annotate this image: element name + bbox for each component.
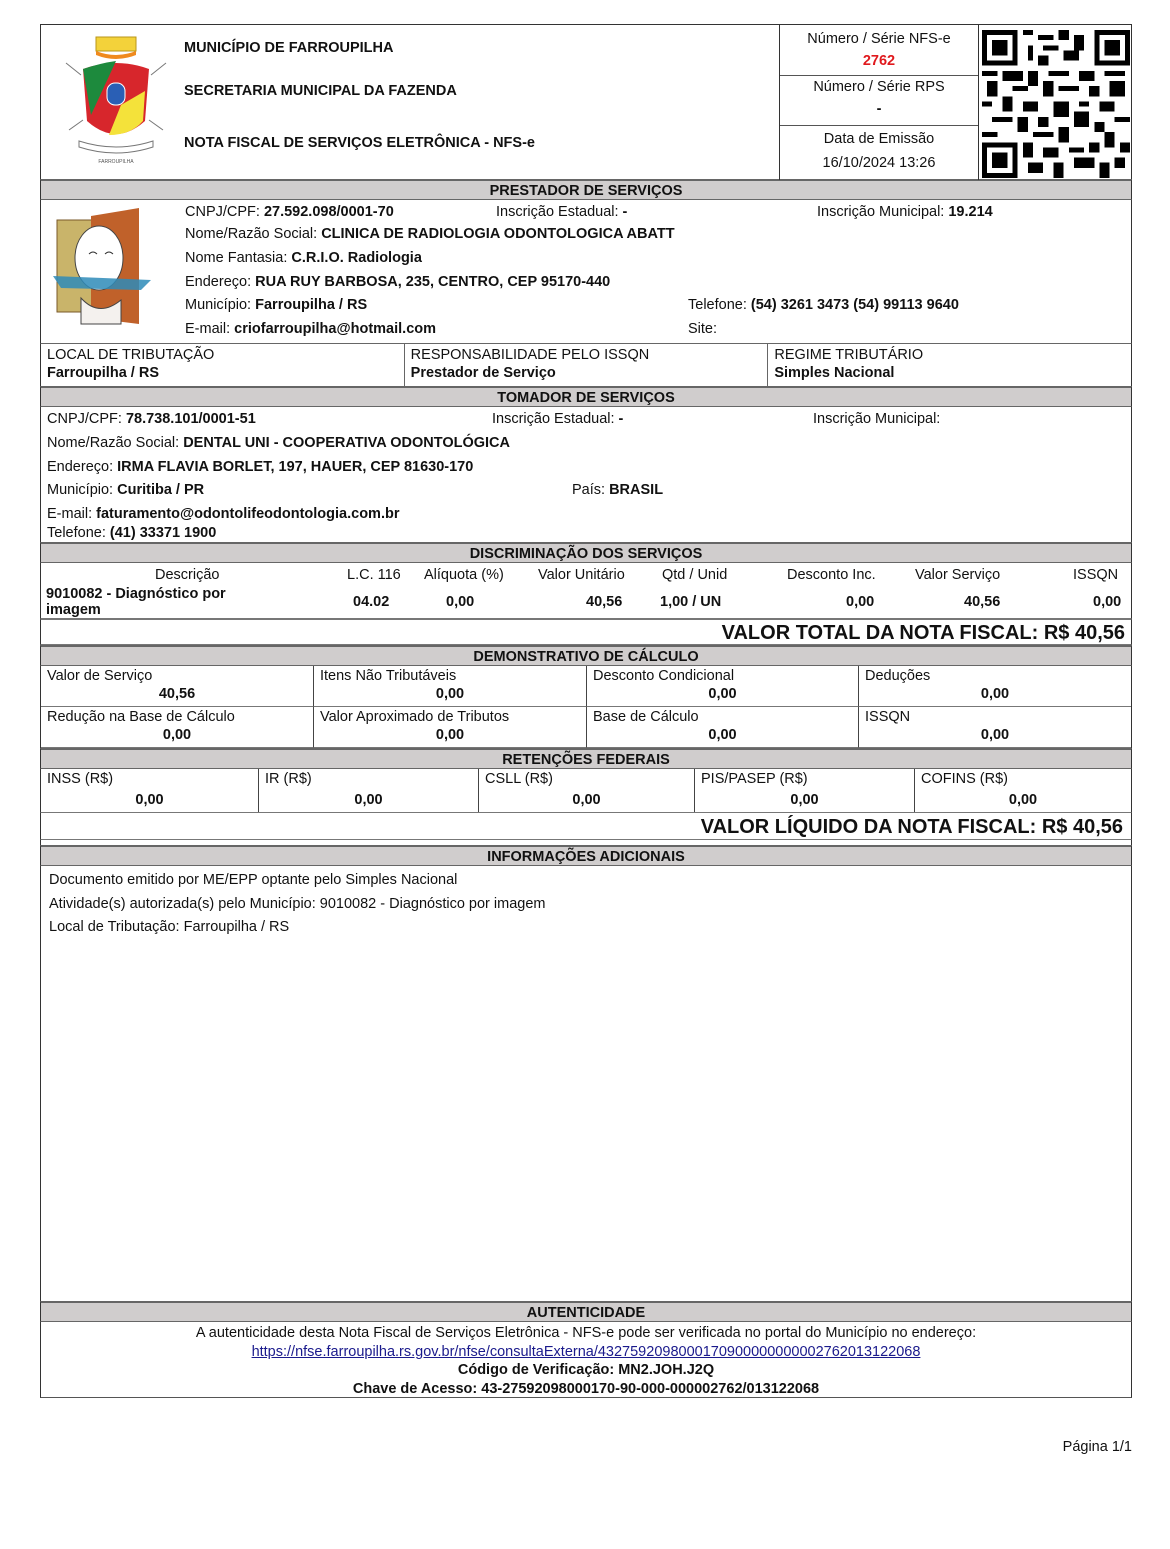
section-header-tomador: TOMADOR DE SERVIÇOS	[40, 386, 1132, 407]
tomador-phone: Telefone: (41) 33371 1900	[47, 525, 217, 541]
col-descricao: Descrição	[155, 567, 220, 583]
col-desconto: Desconto Inc.	[787, 567, 876, 583]
qr-code-icon[interactable]	[982, 30, 1130, 178]
net-value-bar	[40, 812, 1132, 840]
secretariat-name: SECRETARIA MUNICIPAL DA FAZENDA	[184, 83, 457, 99]
section-header-auth: AUTENTICIDADE	[40, 1301, 1132, 1322]
tomador-address: Endereço: IRMA FLAVIA BORLET, 197, HAUER, CEP 81630-170	[47, 459, 474, 475]
tax-info-row	[40, 343, 1132, 386]
tomador-name: Nome/Razão Social: DENTAL UNI - COOPERATIVA ODONTOLÓGICA	[47, 435, 510, 451]
prestador-fantasy-name: Nome Fantasia: C.R.I.O. Radiologia	[185, 250, 422, 266]
responsabilidade-issqn: RESPONSABILIDADE PELO ISSQN Prestador de Serviço	[405, 344, 769, 386]
service-lc116: 04.02	[353, 594, 390, 610]
calc-itens-nao-tributaveis: Itens Não Tributáveis 0,00	[314, 666, 587, 707]
section-header-prestador: PRESTADOR DE SERVIÇOS	[40, 179, 1132, 200]
col-qtd-unid: Qtd / Unid	[662, 567, 728, 583]
tomador-country: País: BRASIL	[572, 482, 664, 498]
nfse-number: 2762	[862, 53, 896, 69]
prestador-phone: Telefone: (54) 3261 3473 (54) 99113 9640	[688, 297, 959, 313]
ret-ir: IR (R$) 0,00	[259, 769, 479, 812]
col-issqn: ISSQN	[1073, 567, 1119, 583]
table-row	[40, 587, 1132, 619]
additional-info	[40, 866, 1132, 1301]
service-discount: 0,00	[846, 594, 875, 610]
tomador-section	[40, 407, 1132, 542]
prestador-im: Inscrição Municipal: 19.214	[817, 204, 993, 220]
section-header-info: INFORMAÇÕES ADICIONAIS	[40, 845, 1132, 866]
prestador-name: Nome/Razão Social: CLINICA DE RADIOLOGIA ODONTOLOGICA ABATT	[185, 226, 675, 242]
municipality-name: MUNICÍPIO DE FARROUPILHA	[184, 40, 394, 56]
service-issqn: 0,00	[1093, 594, 1122, 610]
auth-text: A autenticidade desta Nota Fiscal de Serviços Eletrônica - NFS-e pode ser verificada no portal do Município no endereço:	[195, 1325, 977, 1341]
tomador-im: Inscrição Municipal:	[813, 411, 941, 427]
service-value: 40,56	[964, 594, 1001, 610]
col-valor-unitario: Valor Unitário	[538, 567, 625, 583]
access-key: Chave de Acesso: 43-27592098000170-90-000-000002762/013122068	[352, 1380, 820, 1397]
regime-tributario: REGIME TRIBUTÁRIO Simples Nacional	[774, 347, 924, 381]
section-header-retencoes: RETENÇÕES FEDERAIS	[40, 748, 1132, 769]
nfse-document	[40, 24, 1132, 1455]
tomador-cnpj: CNPJ/CPF: 78.738.101/0001-51	[47, 411, 256, 427]
calc-base-calculo: Base de Cálculo 0,00	[587, 707, 859, 748]
document-ids-box	[779, 25, 979, 180]
col-valor-servico: Valor Serviço	[915, 567, 1001, 583]
prestador-email: E-mail: criofarroupilha@hotmail.com	[185, 321, 437, 337]
total-bar	[40, 619, 1132, 645]
net-value: VALOR LÍQUIDO DA NOTA FISCAL: R$ 40,56	[700, 816, 1123, 838]
ret-csll: CSLL (R$) 0,00	[479, 769, 695, 812]
document-title: NOTA FISCAL DE SERVIÇOS ELETRÔNICA - NFS-e	[184, 135, 535, 151]
issue-date: 16/10/2024 13:26	[822, 155, 936, 171]
ret-cofins: COFINS (R$) 0,00	[921, 771, 1038, 808]
service-aliquota: 0,00	[446, 594, 475, 610]
calc-deducoes: Deduções 0,00	[859, 666, 1131, 707]
authenticity-section	[40, 1322, 1132, 1398]
retencoes-grid	[40, 769, 1132, 812]
prestador-site: Site:	[688, 321, 718, 337]
calc-issqn: ISSQN 0,00	[859, 707, 1131, 748]
local-tributacao: LOCAL DE TRIBUTAÇÃO Farroupilha / RS	[41, 344, 405, 386]
issue-date-label: Data de Emissão	[823, 131, 935, 147]
prestador-ie: Inscrição Estadual: -	[496, 204, 628, 220]
page-number: Página 1/1	[1062, 1439, 1132, 1455]
prestador-cnpj: CNPJ/CPF: 27.592.098/0001-70	[185, 204, 394, 220]
prestador-section	[40, 200, 1132, 343]
nfse-number-label: Número / Série NFS-e	[807, 31, 951, 47]
tomador-email: E-mail: faturamento@odontolifeodontologia.com.br	[47, 506, 400, 522]
col-lc116: L.C. 116	[347, 567, 401, 583]
info-line: Documento emitido por ME/EPP optante pelo Simples Nacional	[49, 872, 458, 888]
calc-valor-aproximado: Valor Aproximado de Tributos 0,00	[314, 707, 587, 748]
service-description: 9010082 - Diagnóstico por imagem	[46, 586, 226, 618]
service-unit-value: 40,56	[586, 594, 623, 610]
prestador-city: Município: Farroupilha / RS	[185, 297, 368, 313]
calc-reducao-base: Redução na Base de Cálculo 0,00	[41, 707, 314, 748]
section-header-calc: DEMONSTRATIVO DE CÁLCULO	[40, 645, 1132, 666]
municipal-crest-icon	[61, 35, 171, 165]
prestador-address: Endereço: RUA RUY BARBOSA, 235, CENTRO, CEP 95170-440	[185, 274, 611, 290]
info-line: Atividade(s) autorizada(s) pelo Município: 9010082 - Diagnóstico por imagem	[49, 895, 546, 912]
tomador-ie: Inscrição Estadual: -	[492, 411, 624, 427]
verification-link[interactable]: https://nfse.farroupilha.rs.gov.br/nfse/consultaExterna/43275920980001709000000000027620131220​68	[251, 1343, 921, 1360]
service-qty-unit: 1,00 / UN	[660, 594, 722, 610]
rps-number-label: Número / Série RPS	[813, 79, 945, 95]
clinic-logo-icon	[51, 206, 153, 328]
section-header-services: DISCRIMINAÇÃO DOS SERVIÇOS	[40, 542, 1132, 563]
calc-desconto-condicional: Desconto Condicional 0,00	[587, 666, 859, 707]
info-line: Local de Tributação: Farroupilha / RS	[49, 919, 290, 935]
calc-valor-servico: Valor de Serviço 40,56	[41, 666, 314, 707]
services-table-header	[40, 563, 1132, 587]
ret-inss: INSS (R$) 0,00	[41, 769, 259, 812]
calc-grid	[40, 666, 1132, 748]
verification-code: Código de Verificação: MN2.JOH.J2Q	[457, 1362, 715, 1378]
tomador-city: Município: Curitiba / PR	[47, 482, 205, 498]
ret-pis-pasep: PIS/PASEP (R$) 0,00	[695, 769, 915, 812]
document-header	[40, 24, 1132, 179]
rps-number: -	[876, 101, 882, 117]
total-value: VALOR TOTAL DA NOTA FISCAL: R$ 40,56	[721, 622, 1125, 644]
svg-text:FARROUPILHA: FARROUPILHA	[98, 159, 134, 165]
col-aliquota: Alíquota (%)	[424, 567, 504, 583]
